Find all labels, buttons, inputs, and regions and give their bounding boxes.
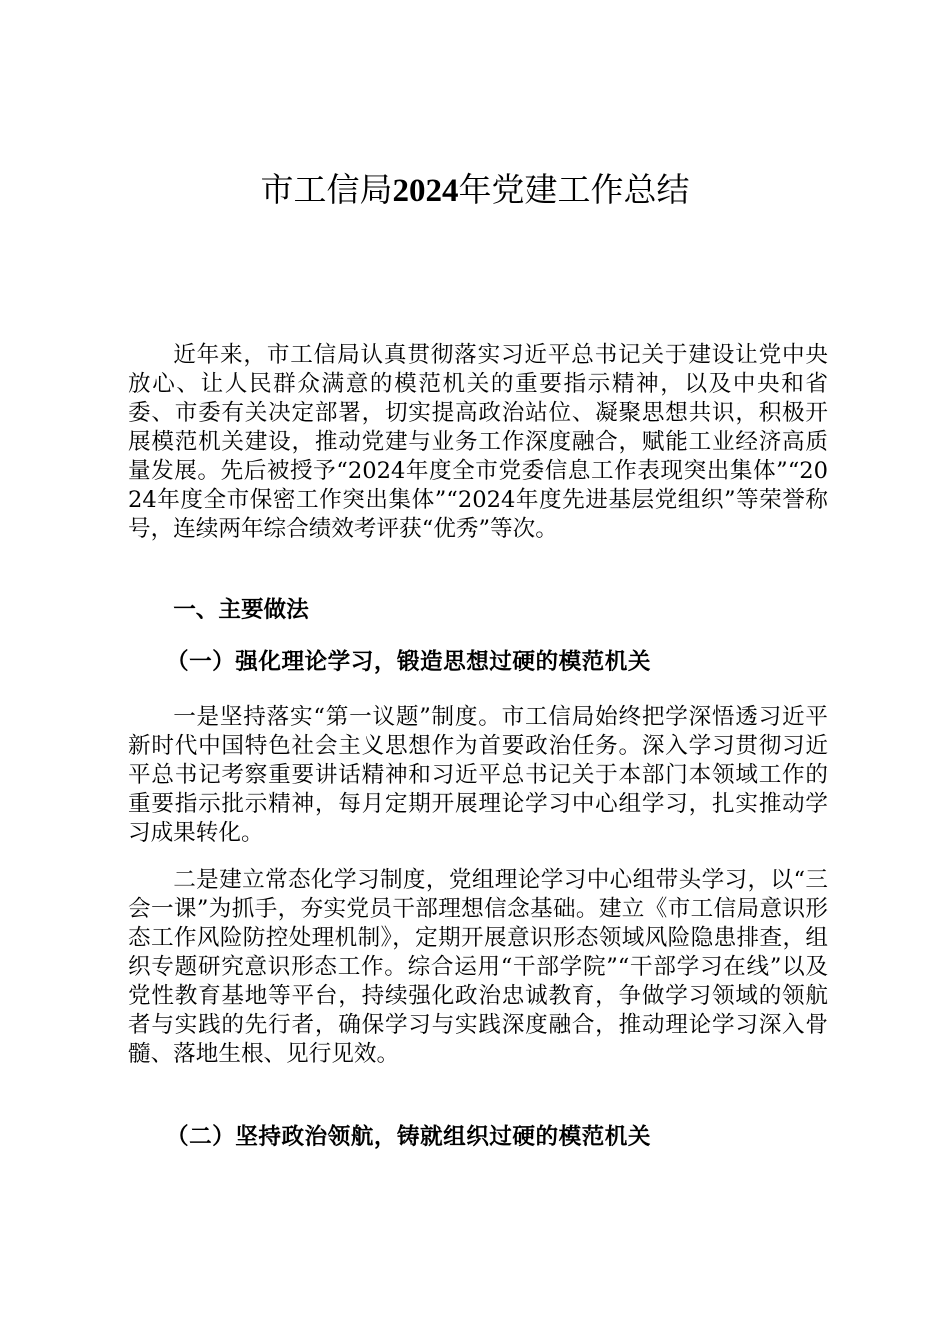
title-prefix: 市工信局 — [260, 170, 393, 209]
paragraph-regular-study: 二是建立常态化学习制度，党组理论学习中心组带头学习，以“三会一课”为抓手，夯实党员干部理想信念基础。建立《市工信局意识形态工作风险防控处理机制》，定期开展意识形态领域风险隐患排查，组织专题研究意识形态工作。综合运用“干部学院”“干部学习在线”以及党性教育基地等平台，持续强化政治忠诚教育，争做学习领域的领航者与实践的先行者，确保学习与实践深度融合，推动理论学习深入骨髓、落地生根、见行见效。 — [128, 867, 828, 1067]
paragraph-first-topic: 一是坚持落实“第一议题”制度。市工信局始终把学深悟透习近平新时代中国特色社会主义思想作为首要政治任务。深入学习贯彻习近平总书记考察重要讲话精神和习近平总书记关于本部门本领域工作的重要指示批示精神，每月定期开展理论学习中心组学习，扎实推动学习成果转化。 — [128, 704, 828, 846]
subsection-heading-1: （一）强化理论学习，锻造思想过硬的模范机关 — [166, 649, 651, 675]
document-title — [0, 166, 950, 215]
section-heading-main-practices: 一、主要做法 — [173, 597, 309, 623]
intro-block — [128, 341, 828, 544]
section-1-block — [128, 596, 828, 625]
title-year: 2024 — [392, 173, 459, 209]
subsection-heading-2: （二）坚持政治领航，铸就组织过硬的模范机关 — [166, 1124, 651, 1150]
subsection-2-block — [128, 1123, 828, 1152]
paragraph-2-block — [128, 866, 828, 1069]
paragraph-1-block — [128, 703, 828, 848]
title-suffix: 年党建工作总结 — [458, 170, 690, 209]
subsection-1-block — [128, 648, 828, 677]
intro-paragraph: 近年来，市工信局认真贯彻落实习近平总书记关于建设让党中央放心、让人民群众满意的模范机关的重要指示精神，以及中央和省委、市委有关决定部署，切实提高政治站位、凝聚思想共识，积极开展模范机关建设，推动党建与业务工作深度融合，赋能工业经济高质量发展。先后被授予“2024年度全市党委信息工作表现突出集体”“2024年度全市保密工作突出集体”“2024年度先进基层党组织”等荣誉称号，连续两年综合绩效考评获“优秀”等次。 — [128, 342, 828, 542]
